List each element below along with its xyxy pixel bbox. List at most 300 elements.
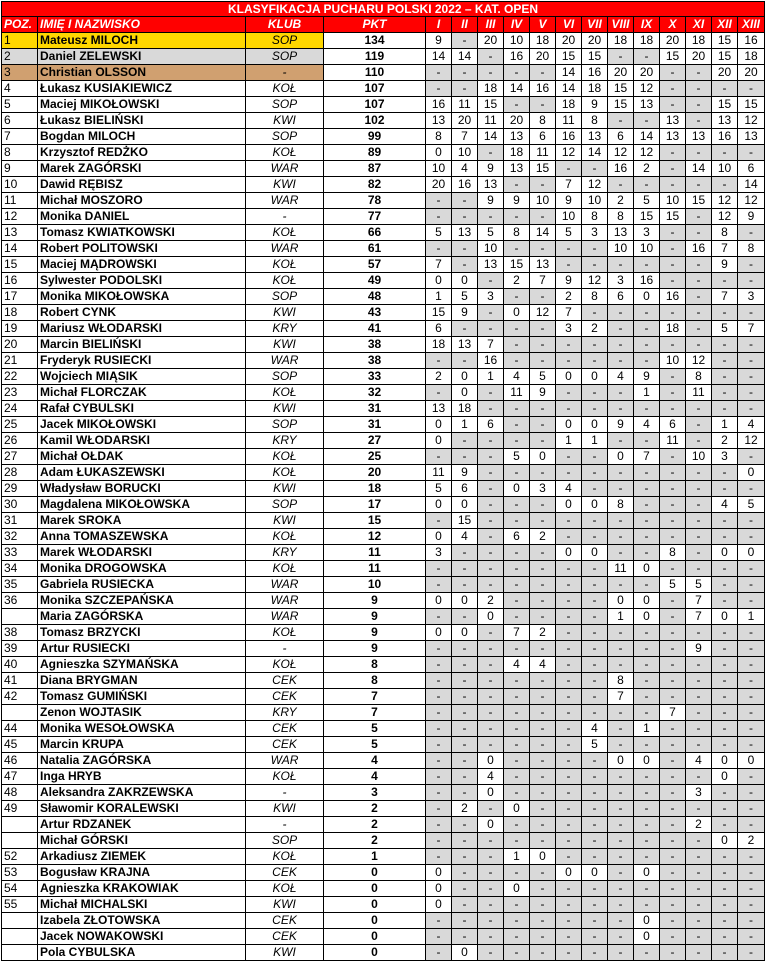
round-score-cell: - [582,385,608,401]
position-cell: 17 [2,289,38,305]
round-score-cell: - [556,641,582,657]
points-cell: 110 [324,65,426,81]
round-score-cell: 5 [660,577,686,593]
round-score-cell: 10 [504,33,530,49]
name-cell: Krzysztof REDŻKO [38,145,246,161]
round-score-cell: 0 [452,593,478,609]
round-score-cell: - [426,721,452,737]
round-score-cell: 20 [530,49,556,65]
round-score-cell: 0 [504,305,530,321]
position-cell: 38 [2,625,38,641]
position-cell [2,945,38,961]
points-cell: 8 [324,657,426,673]
round-score-cell: - [556,609,582,625]
round-score-cell: 2 [452,801,478,817]
table-row [2,465,765,481]
points-cell: 61 [324,241,426,257]
name-cell: Bogdan MILOCH [38,129,246,145]
round-score-cell: 4 [738,417,765,433]
round-score-cell: 15 [504,257,530,273]
name-cell: Fryderyk RUSIECKI [38,353,246,369]
points-cell: 82 [324,177,426,193]
table-row [2,657,765,673]
round-score-cell: - [660,785,686,801]
round-score-cell: - [634,337,660,353]
round-score-cell: - [712,593,738,609]
round-score-cell: 8 [660,545,686,561]
position-cell: 7 [2,129,38,145]
round-score-cell: - [504,913,530,929]
round-score-cell: 0 [634,289,660,305]
round-score-cell: 3 [686,785,712,801]
round-score-cell: - [556,449,582,465]
club-cell: SOP [246,289,324,305]
round-score-cell: 4 [608,369,634,385]
round-score-cell: - [712,929,738,945]
points-cell: 2 [324,817,426,833]
name-cell: Arkadiusz ZIEMEK [38,849,246,865]
club-cell: WAR [246,193,324,209]
table-row [2,289,765,305]
round-score-cell: 16 [660,289,686,305]
round-score-cell: - [426,849,452,865]
round-score-cell: 8 [686,369,712,385]
round-score-cell: 0 [478,609,504,625]
round-score-cell: - [608,257,634,273]
round-score-cell: - [738,769,765,785]
round-score-cell: 4 [478,769,504,785]
round-score-cell: - [712,849,738,865]
round-score-cell: - [452,769,478,785]
table-row [2,129,765,145]
position-cell: 22 [2,369,38,385]
table-row [2,801,765,817]
round-score-cell: 7 [686,609,712,625]
round-score-cell: - [660,273,686,289]
points-cell: 0 [324,945,426,961]
round-score-cell: - [530,433,556,449]
round-score-cell: 5 [530,369,556,385]
round-score-cell: - [634,497,660,513]
points-cell: 57 [324,257,426,273]
round-score-cell: - [686,289,712,305]
round-score-cell: - [504,289,530,305]
round-score-cell: - [712,817,738,833]
round-score-cell: - [530,577,556,593]
name-cell: Mateusz MILOCH [38,33,246,49]
round-score-cell: 13 [582,129,608,145]
round-score-cell: - [452,913,478,929]
round-score-cell: 16 [738,33,765,49]
round-score-cell: - [452,753,478,769]
round-score-cell: - [478,673,504,689]
table-row [2,753,765,769]
club-cell: KOŁ [246,849,324,865]
table-row [2,225,765,241]
round-score-cell: - [426,241,452,257]
round-score-cell: - [478,449,504,465]
round-score-cell: 18 [556,97,582,113]
header-name: IMIĘ I NAZWISKO [38,17,246,33]
round-score-cell: 15 [426,305,452,321]
round-score-cell: - [686,833,712,849]
round-score-cell: - [738,529,765,545]
round-score-cell: 7 [712,289,738,305]
round-score-cell: - [426,193,452,209]
round-score-cell: - [504,337,530,353]
round-score-cell: - [530,753,556,769]
round-score-cell: 7 [712,241,738,257]
round-score-cell: - [582,401,608,417]
round-score-cell: - [686,225,712,241]
round-score-cell: 3 [738,289,765,305]
round-score-cell: - [504,401,530,417]
round-score-cell: - [660,561,686,577]
round-score-cell: - [686,801,712,817]
round-score-cell: 16 [634,273,660,289]
position-cell: 13 [2,225,38,241]
round-score-cell: 14 [738,177,765,193]
round-score-cell: 0 [712,769,738,785]
round-score-cell: - [608,513,634,529]
round-score-cell: - [608,705,634,721]
position-cell: 54 [2,881,38,897]
round-score-cell: - [686,673,712,689]
round-score-cell: - [634,641,660,657]
club-cell: KWI [246,337,324,353]
round-score-cell: - [426,817,452,833]
round-score-cell: 1 [478,369,504,385]
round-score-cell: - [478,865,504,881]
round-score-cell: 18 [530,33,556,49]
round-score-cell: 0 [712,753,738,769]
round-score-cell: - [634,321,660,337]
round-score-cell: - [660,161,686,177]
round-score-cell: 14 [634,129,660,145]
header-row [2,17,765,33]
round-score-cell: 0 [530,449,556,465]
points-cell: 89 [324,145,426,161]
round-score-cell: 1 [582,433,608,449]
round-score-cell: 4 [686,753,712,769]
round-score-cell: 5 [686,577,712,593]
round-score-cell: - [530,353,556,369]
points-cell: 17 [324,497,426,513]
round-score-cell: - [738,897,765,913]
round-score-cell: - [738,801,765,817]
round-score-cell: - [452,881,478,897]
table-row [2,161,765,177]
round-score-cell: 20 [504,113,530,129]
round-score-cell: - [530,769,556,785]
club-cell: - [246,785,324,801]
round-score-cell: - [452,897,478,913]
round-score-cell: - [660,385,686,401]
round-score-cell: - [608,401,634,417]
club-cell: WAR [246,609,324,625]
points-cell: 25 [324,449,426,465]
round-score-cell: 13 [686,129,712,145]
round-score-cell: - [738,305,765,321]
round-score-cell: - [634,433,660,449]
position-cell: 48 [2,785,38,801]
name-cell: Marek WŁODARSKI [38,545,246,561]
club-cell: KOŁ [246,385,324,401]
club-cell: CEK [246,865,324,881]
round-score-cell: - [634,545,660,561]
round-score-cell: - [660,449,686,465]
round-score-cell: - [452,609,478,625]
header-round: III [478,17,504,33]
round-score-cell: - [530,801,556,817]
ranking-rows [2,33,765,961]
table-row [2,257,765,273]
name-cell: Anna TOMASZEWSKA [38,529,246,545]
position-cell: 31 [2,513,38,529]
round-score-cell: - [530,913,556,929]
round-score-cell: 2 [608,193,634,209]
round-score-cell: - [712,897,738,913]
round-score-cell: - [452,929,478,945]
name-cell: Marek ZAGÓRSKI [38,161,246,177]
round-score-cell: 8 [504,225,530,241]
round-score-cell: - [556,897,582,913]
round-score-cell: - [556,657,582,673]
position-cell: 44 [2,721,38,737]
round-score-cell: - [608,801,634,817]
round-score-cell: - [686,657,712,673]
round-score-cell: - [478,545,504,561]
round-score-cell: - [452,209,478,225]
round-score-cell: 0 [634,913,660,929]
table-row [2,65,765,81]
round-score-cell: 0 [634,561,660,577]
round-score-cell: - [712,145,738,161]
round-score-cell: 5 [556,225,582,241]
points-cell: 8 [324,673,426,689]
round-score-cell: - [582,657,608,673]
round-score-cell: - [504,689,530,705]
round-score-cell: - [738,721,765,737]
points-cell: 66 [324,225,426,241]
round-score-cell: 15 [660,209,686,225]
round-score-cell: - [608,641,634,657]
round-score-cell: 4 [452,529,478,545]
points-cell: 11 [324,561,426,577]
round-score-cell: - [660,833,686,849]
round-score-cell: - [686,561,712,577]
position-cell [2,817,38,833]
round-score-cell: - [426,81,452,97]
round-score-cell: 12 [634,81,660,97]
round-score-cell: - [504,817,530,833]
name-cell: Jacek NOWAKOWSKI [38,929,246,945]
header-round: IV [504,17,530,33]
round-score-cell: 2 [738,833,765,849]
points-cell: 31 [324,417,426,433]
club-cell: SOP [246,833,324,849]
round-score-cell: - [582,913,608,929]
name-cell: Michał OŁDAK [38,449,246,465]
round-score-cell: - [660,673,686,689]
round-score-cell: 0 [426,625,452,641]
round-score-cell: - [686,209,712,225]
round-score-cell: - [608,321,634,337]
round-score-cell: 9 [556,273,582,289]
round-score-cell: - [478,945,504,961]
round-score-cell: - [686,481,712,497]
round-score-cell: - [478,497,504,513]
round-score-cell: 14 [452,49,478,65]
round-score-cell: - [426,641,452,657]
round-score-cell: 10 [712,161,738,177]
round-score-cell: - [426,353,452,369]
points-cell: 9 [324,609,426,625]
round-score-cell: 7 [452,129,478,145]
round-score-cell: 5 [504,449,530,465]
round-score-cell: - [478,721,504,737]
round-score-cell: - [660,465,686,481]
round-score-cell: 0 [582,497,608,513]
round-score-cell: - [478,465,504,481]
round-score-cell: 16 [608,161,634,177]
points-cell: 10 [324,577,426,593]
round-score-cell: 11 [504,385,530,401]
round-score-cell: 1 [556,433,582,449]
round-score-cell: 10 [608,241,634,257]
ranking-table [1,1,765,961]
round-score-cell: - [426,785,452,801]
table-row [2,945,765,961]
round-score-cell: - [556,241,582,257]
round-score-cell: - [452,65,478,81]
round-score-cell: - [634,785,660,801]
club-cell: SOP [246,97,324,113]
round-score-cell: 18 [478,81,504,97]
round-score-cell: 9 [686,641,712,657]
round-score-cell: - [608,433,634,449]
name-cell: Inga HRYB [38,769,246,785]
position-cell: 8 [2,145,38,161]
round-score-cell: - [504,609,530,625]
round-score-cell: 14 [582,145,608,161]
round-score-cell: 20 [634,65,660,81]
round-score-cell: 5 [426,481,452,497]
table-row [2,337,765,353]
points-cell: 27 [324,433,426,449]
round-score-cell: 3 [634,225,660,241]
round-score-cell: 12 [738,113,765,129]
name-cell: Magdalena MIKOŁOWSKA [38,497,246,513]
round-score-cell: - [660,497,686,513]
round-score-cell: - [634,577,660,593]
round-score-cell: - [686,113,712,129]
points-cell: 0 [324,897,426,913]
round-score-cell: 12 [738,193,765,209]
round-score-cell: - [582,673,608,689]
position-cell: 1 [2,33,38,49]
position-cell: 16 [2,273,38,289]
round-score-cell: - [478,145,504,161]
round-score-cell: - [712,881,738,897]
round-score-cell: - [712,721,738,737]
name-cell: Natalia ZAGÓRSKA [38,753,246,769]
round-score-cell: - [426,689,452,705]
round-score-cell: - [530,609,556,625]
round-score-cell: - [452,241,478,257]
club-cell: CEK [246,721,324,737]
points-cell: 7 [324,705,426,721]
club-cell: KOŁ [246,561,324,577]
round-score-cell: - [738,337,765,353]
club-cell: KOŁ [246,465,324,481]
round-score-cell: 13 [608,225,634,241]
round-score-cell: - [686,769,712,785]
club-cell: KOŁ [246,145,324,161]
round-score-cell: - [504,513,530,529]
club-cell: WAR [246,577,324,593]
round-score-cell: 8 [712,225,738,241]
name-cell: Michał MOSZORO [38,193,246,209]
round-score-cell: 3 [556,321,582,337]
round-score-cell: - [530,785,556,801]
position-cell: 4 [2,81,38,97]
round-score-cell: - [452,353,478,369]
round-score-cell: - [478,529,504,545]
round-score-cell: - [660,369,686,385]
position-cell: 14 [2,241,38,257]
points-cell: 43 [324,305,426,321]
round-score-cell: - [582,769,608,785]
round-score-cell: - [686,545,712,561]
position-cell: 15 [2,257,38,273]
round-score-cell: - [504,97,530,113]
club-cell: KWI [246,513,324,529]
round-score-cell: - [660,865,686,881]
round-score-cell: - [582,689,608,705]
club-cell: SOP [246,129,324,145]
round-score-cell: - [608,177,634,193]
round-score-cell: - [634,465,660,481]
round-score-cell: - [608,465,634,481]
round-score-cell: - [686,433,712,449]
round-score-cell: 12 [582,273,608,289]
round-score-cell: - [504,897,530,913]
round-score-cell: 0 [452,945,478,961]
name-cell: Maciej MIKOŁOWSKI [38,97,246,113]
points-cell: 107 [324,97,426,113]
round-score-cell: - [738,513,765,529]
round-score-cell: 11 [452,97,478,113]
position-cell: 19 [2,321,38,337]
round-score-cell: - [556,561,582,577]
round-score-cell: - [478,433,504,449]
round-score-cell: - [426,385,452,401]
round-score-cell: 7 [504,625,530,641]
round-score-cell: - [556,577,582,593]
round-score-cell: 16 [686,241,712,257]
round-score-cell: 20 [556,33,582,49]
round-score-cell: - [686,625,712,641]
round-score-cell: 20 [582,33,608,49]
round-score-cell: - [608,721,634,737]
round-score-cell: - [608,545,634,561]
round-score-cell: - [608,817,634,833]
round-score-cell: - [660,257,686,273]
round-score-cell: - [556,625,582,641]
header-round: XII [712,17,738,33]
points-cell: 87 [324,161,426,177]
